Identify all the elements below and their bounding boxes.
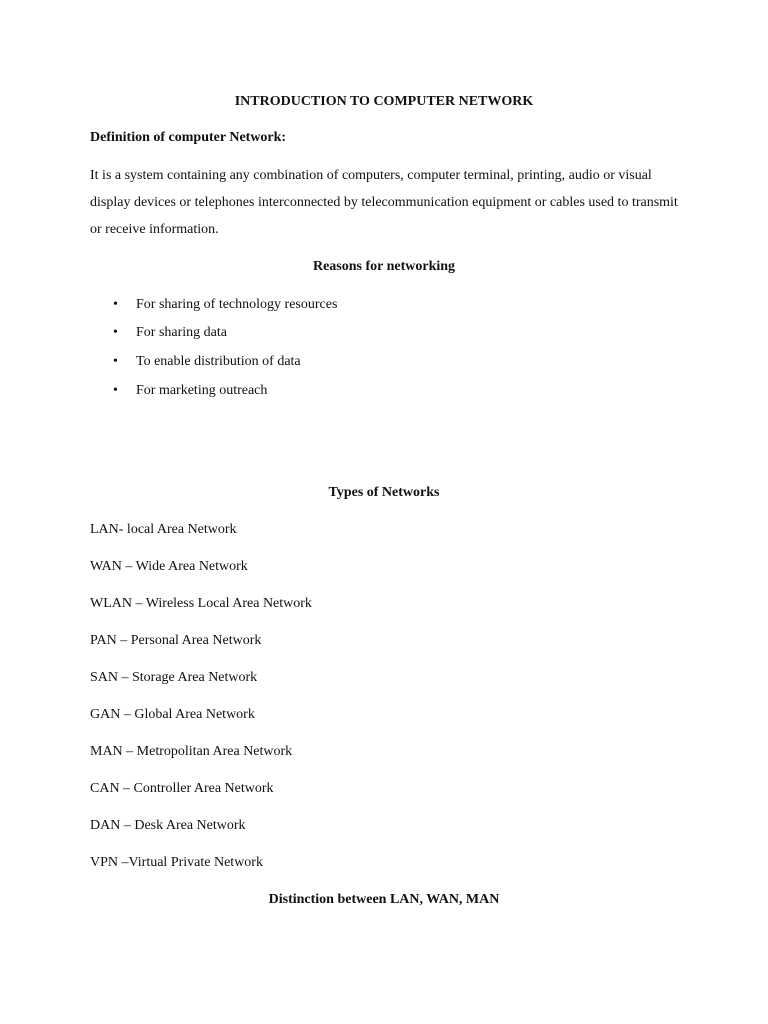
list-item-text: For sharing of technology resources [136, 297, 338, 312]
network-type-item: MAN – Metropolitan Area Network [90, 744, 293, 759]
bullet-icon: • [113, 325, 118, 340]
network-type-item: VPN –Virtual Private Network [90, 855, 263, 870]
bullet-icon: • [113, 383, 118, 398]
network-type-item: SAN – Storage Area Network [90, 670, 258, 685]
reasons-heading: Reasons for networking [312, 259, 456, 274]
types-heading: Types of Networks [328, 485, 440, 500]
definition-paragraph: It is a system containing any combination of computers, computer terminal, printing, audio or visual display devices or telephones interconnected by telecommunication equipment or cables used to transmit or receive information. [90, 168, 678, 237]
network-type-item: DAN – Desk Area Network [90, 818, 246, 833]
network-type-item: WAN – Wide Area Network [90, 559, 248, 574]
network-type-item: PAN – Personal Area Network [90, 633, 262, 648]
distinction-heading: Distinction between LAN, WAN, MAN [268, 892, 500, 907]
network-type-item: WLAN – Wireless Local Area Network [90, 596, 312, 611]
list-item-text: For sharing data [136, 325, 227, 340]
network-type-item: LAN- local Area Network [90, 522, 237, 537]
list-item-text: To enable distribution of data [136, 354, 301, 369]
document-title: INTRODUCTION TO COMPUTER NETWORK [234, 94, 534, 109]
list-item-text: For marketing outreach [136, 383, 268, 398]
bullet-icon: • [113, 297, 118, 312]
definition-heading: Definition of computer Network: [90, 130, 287, 145]
network-type-item: CAN – Controller Area Network [90, 781, 274, 796]
network-type-item: GAN – Global Area Network [90, 707, 255, 722]
bullet-icon: • [113, 354, 118, 369]
